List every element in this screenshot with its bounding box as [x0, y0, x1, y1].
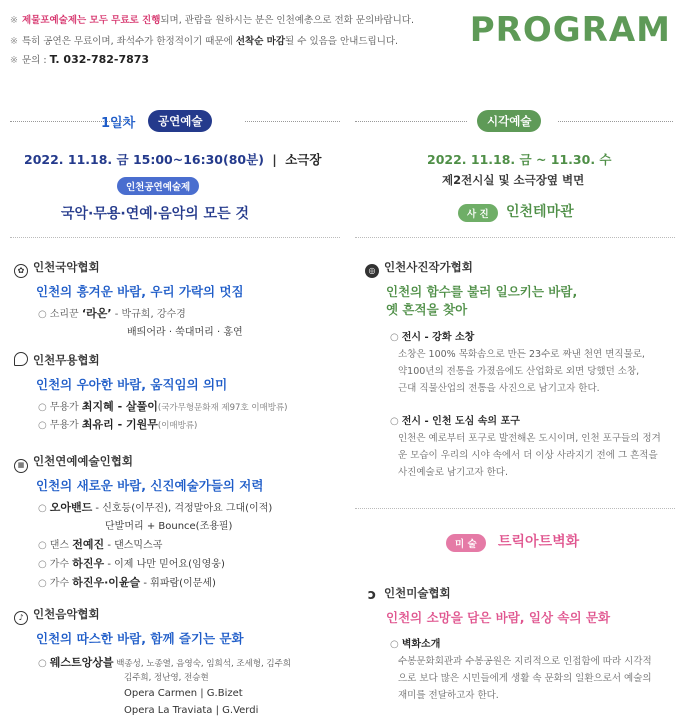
divider: [355, 508, 675, 509]
list-item: 배띄어라 · 쑥대머리 · 홍연: [127, 327, 243, 338]
performance-date: 2022. 11.18. 금 15:00~16:30(80분) | 소극장: [24, 152, 322, 167]
visual-venue: 제2전시실 및 소극장옆 벽면: [442, 173, 585, 187]
event-pill: 인천공연예술제: [117, 177, 199, 195]
tagline-music: 인천의 따스한 바람, 함께 즐기는 문화: [36, 631, 244, 646]
photo-title: 인천테마관: [506, 204, 574, 220]
dance-emblem-icon: [14, 352, 28, 366]
mural-label: ○ 벽화소개: [390, 639, 441, 650]
org-dance: 인천무용협회: [14, 352, 100, 368]
list-item: Opera Carmen | G.Bizet: [124, 688, 243, 699]
entertainment-emblem-icon: ▦: [14, 459, 28, 473]
divider: [355, 237, 675, 238]
list-item: 단발머리 + Bounce(조용필): [105, 521, 233, 532]
ornament-line: [558, 121, 673, 122]
category-pill-visual: 시각예술: [477, 110, 541, 132]
mural-description: 수봉문화회관과 수봉공원은 지리적으로 인접함에 따라 시각적 으로 보다 많은 시민들에게 생활 속 문화의 일환으로서 예술의 재미를 전달하고자 한다.: [398, 656, 652, 701]
list-item: Opera La Traviata | G.Verdi: [124, 705, 259, 716]
list-item: 김주희, 정난영, 전승현: [124, 673, 209, 683]
tagline-dance: 인천의 우아한 바람, 움직임의 의미: [36, 377, 228, 392]
program-title: PROGRAM: [469, 10, 671, 50]
exhibit-description: 소창은 100% 목화솜으로 만든 23수로 짜낸 천연 면직물로, 약100년의 전통을 가졌음에도 산업화로 외면 당했던 소창, 근대 직물산업의 전통을 사진으로 남기고자 한다.: [398, 349, 645, 394]
notice-contact: ※ 문의 : T. 032-782-7873: [10, 53, 150, 66]
note-mark-icon: ※: [10, 15, 18, 26]
exhibit-label: ○ 전시 - 강화 소창: [390, 332, 475, 343]
list-item: ○ 소리꾼 ‘라온’ - 박규희, 강수경: [38, 307, 186, 320]
art-title: 트릭아트벽화: [498, 534, 580, 550]
org-art: ↄ 인천미술협회: [365, 585, 451, 602]
note-mark-icon: ※: [10, 55, 18, 66]
gugak-emblem-icon: ✿: [14, 264, 28, 278]
exhibit-description: 인천은 예로부터 포구로 발전해온 도시이며, 인천 포구들의 정겨 운 모습이 우리의 시야 속에서 더 이상 사라지기 전에 그 흔적을 사진예술로 남기고자 한다.: [398, 433, 661, 478]
org-entertainment: ▦ 인천연예예술인협회: [14, 453, 133, 473]
list-item: ○ 가수 하진우·이윤슬 - 휘파람(이문세): [38, 576, 216, 589]
photo-emblem-icon: ◎: [365, 264, 379, 278]
ornament-line: [355, 121, 467, 122]
notice-seats: ※ 특히 공연은 무료이며, 좌석수가 한정적이기 때문에 선착순 마감될 수 있음을 안내드립니다.: [10, 36, 399, 47]
ornament-line: [245, 121, 340, 122]
org-gugak: ✿ 인천국악협회: [14, 259, 100, 278]
category-pill-performance: 공연예술: [148, 110, 212, 132]
org-photo: ◎ 인천사진작가협회: [365, 259, 473, 278]
photo-tagline-1: 인천의 함수를 불러 일으키는 바람,: [386, 284, 578, 299]
divider: [10, 237, 340, 238]
art-pill: 미 술: [446, 534, 486, 552]
day-label: 1일차: [101, 116, 136, 131]
list-item: ○ 오아밴드 - 신호등(이무진), 걱정말아요 그대(이적): [38, 501, 273, 514]
list-item: ○ 가수 하진우 - 이제 나만 믿어요(임영웅): [38, 557, 225, 570]
event-title: 국악·무용·연예·음악의 모든 것: [61, 206, 249, 222]
art-emblem-icon: ↄ: [367, 587, 377, 603]
tagline-entertainment: 인천의 새로운 바람, 신진예술가들의 저력: [36, 478, 264, 493]
list-item: ○ 댄스 전예진 - 댄스믹스곡: [38, 538, 163, 551]
exhibit-label: ○ 전시 - 인천 도심 속의 포구: [390, 416, 520, 427]
list-item: ○ 웨스트앙상블 백종성, 노종열, 음영숙, 임희석, 조세형, 김주희: [38, 656, 292, 669]
org-music: ♪ 인천음악협회: [14, 606, 100, 625]
photo-tagline-2: 옛 흔적을 찾아: [386, 302, 468, 317]
note-mark-icon: ※: [10, 36, 18, 47]
tagline-gugak: 인천의 흥겨운 바람, 우리 가락의 멋짐: [36, 284, 244, 299]
list-item: ○ 무용가 최유리 - 기원무(이매방류): [38, 418, 198, 431]
music-emblem-icon: ♪: [14, 611, 28, 625]
visual-date: 2022. 11.18. 금 ~ 11.30. 수: [427, 152, 612, 167]
photo-pill: 사 진: [458, 204, 498, 222]
list-item: ○ 무용가 최지혜 - 살풀이(국가무형문화재 제97호 이매방류): [38, 400, 288, 413]
art-tagline: 인천의 소망을 담은 바람, 일상 속의 문화: [386, 610, 611, 625]
notice-free: ※ 제물포예술제는 모두 무료로 진행되며, 관람을 원하시는 분은 인천예총으로 전화 문의바랍니다.: [10, 15, 414, 26]
